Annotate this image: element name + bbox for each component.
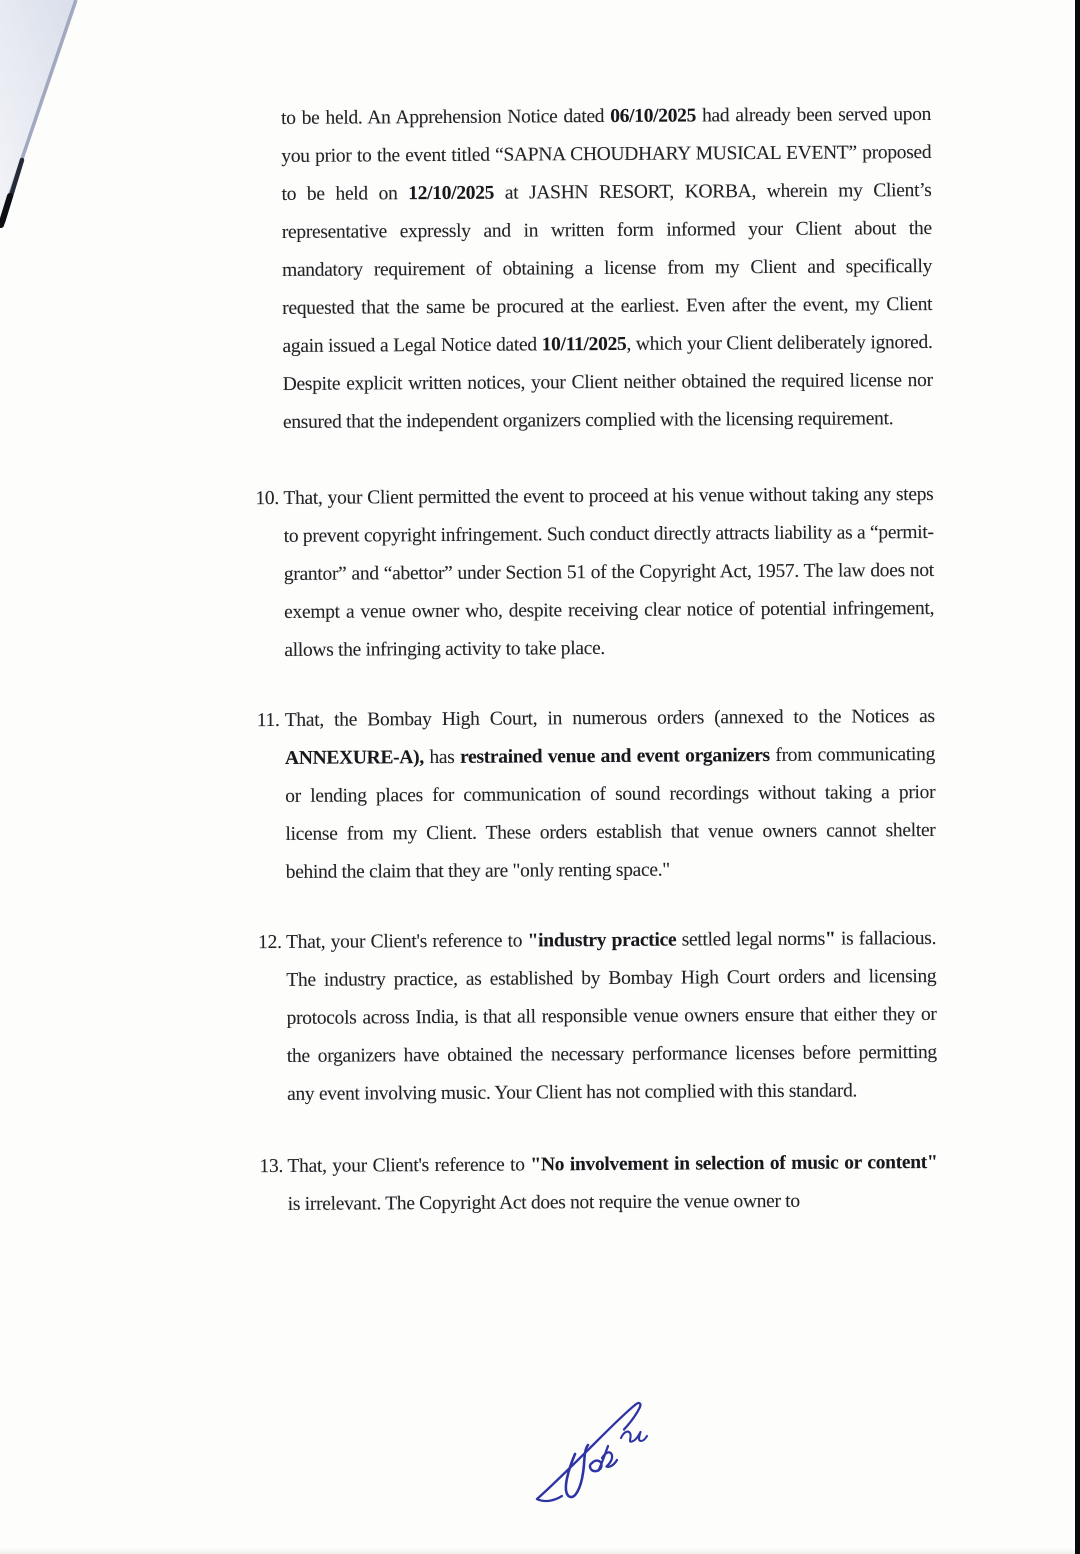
paragraph-number: 10. — [255, 487, 279, 510]
paragraph-text: That, your Client's reference to "No involvement in selection of music or content" is irrelevant. The Copyright Act does not require the venue owner to — [287, 1151, 938, 1215]
paragraph-number: 13. — [259, 1155, 284, 1178]
paragraph-11 — [257, 698, 936, 892]
page-corner-fold — [0, 0, 130, 250]
scan-bottom-edge — [0, 1548, 1075, 1554]
paragraph-number: 12. — [258, 931, 282, 954]
paragraph-text: That, your Client permitted the event to proceed at his venue without taking any steps to prevent copyright infringement. Such conduct directly attracts liability as a “permit-grantor” and “abettor” under Section 51 of the Copyright Act, 1957. The law does not exempt a venue owner who, despite receiving clear notice of potential infringement, allows the infringing activity to take place. — [283, 483, 935, 661]
handwritten-signature — [522, 1394, 667, 1512]
paragraph-text: That, the Bombay High Court, in numerous orders (annexed to the Notices as ANNEXURE-A), has restrained venue and event organizers from communicating or lending places for communication of sound recordings without taking a prior license from my Client. These orders establish that venue owners cannot shelter behind the claim that they are "only renting space." — [284, 705, 936, 883]
paragraph-13 — [259, 1144, 937, 1224]
paragraph-text: That, your Client's reference to "industry practice settled legal norms" is fallacious. The industry practice, as established by Bombay High Court orders and licensing protocols across India, is that all responsible venue owners ensure that either they or the organizers have obtained the necessary performance licenses before permitting any event involving music. Your Client has not complied with this standard. — [286, 927, 937, 1105]
scan-edge-shadow — [1075, 0, 1080, 1554]
paragraph-number: 11. — [256, 709, 280, 732]
paragraph-12 — [258, 920, 937, 1114]
paragraph-10 — [255, 476, 934, 670]
document-body — [253, 96, 938, 1224]
paragraph-continuation: to be held. An Apprehension Notice dated 06/10/2025 had already been served upon you prior to the event titled “SAPNA CHOUDHARY MUSICAL EVENT” proposed to be held on 12/10/2025 at JASHN RESORT, KORBA, wherein my Client’s representative expressly and in written form informed your Client about the mandatory requirement of obtaining a license from my Client and specifically requested that the same be procured at the earliest. Even after the event, my Client again issued a Legal Notice dated 10/11/2025, which your Client deliberately ignored. Despite explicit written notices, your Client neither obtained the required license nor ensured that the independent organizers complied with the licensing requirement. — [281, 103, 933, 433]
